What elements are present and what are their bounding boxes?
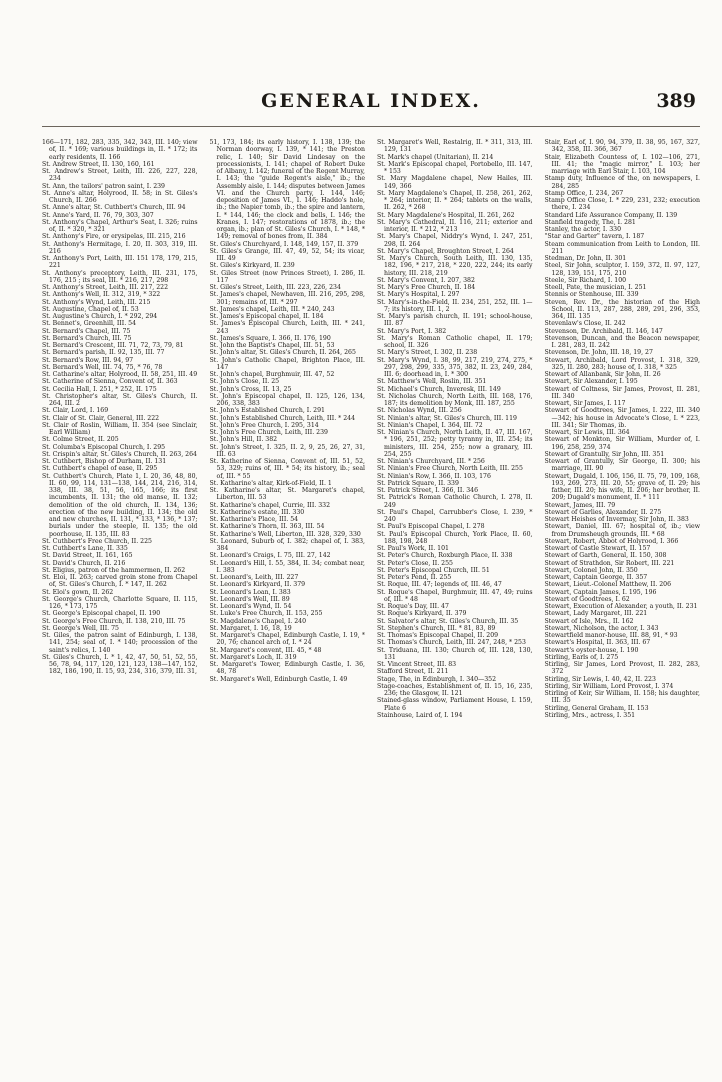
- index-entry: St. Cuthbert's Lane, II. 335: [42, 545, 128, 552]
- index-entry: Stewart of Grantully, Sir John, III. 351: [544, 450, 665, 458]
- index-entry: St. Ninian's Free Church, North Leith, III. 255: [377, 465, 523, 473]
- index-entry: Stewart of Isle, Mrs., II. 162: [544, 617, 634, 625]
- index-entry: St. George's Free Church, II. 138, 210, III. 75: [42, 617, 186, 625]
- index-entry: St. Giles's Churchyard, I. 148, 149, 157, II. 379: [209, 240, 359, 248]
- index-entry: St. Anthony's Chapel, Arthur's Seat, I. 326; ruins of, II. * 320, * 321: [42, 218, 198, 233]
- index-entry: St. Mary's Chapel, Niddry's Wynd, I. 247, 251, 298, II. 264: [377, 233, 533, 248]
- index-entry: St. Roque's Kirkyard, II. 379: [377, 610, 467, 618]
- index-entry: Stewart of Goodtrees, Sir James, I. 222, III. 340—342; his house in Advocate's Close, I. * 223, III. 341; Sir Thomas, ib.: [544, 407, 700, 429]
- index-entry: St. Patrick Street, I. 366, II. 346: [377, 487, 479, 494]
- index-entry: St. Katherine's estate, III. 330: [209, 508, 305, 516]
- index-entry: St. Catherine of Sienna, Convent of, II. 363: [42, 378, 178, 386]
- index-entry: St. Augustine's Church, I. * 292, 294: [42, 313, 158, 320]
- index-entry: St. Leonard's Craigs, I. 75, III. 27, 142: [209, 552, 331, 560]
- index-entry: St. Mary Magdalene's Hospital, II. 261, 262: [377, 211, 515, 219]
- index-entry: Stevenson, Duncan, and the Beacon newspaper, I. 281, 283, II. 242: [544, 334, 700, 349]
- index-entry: St. Peter's Church, Roxburgh Place, II. 338: [377, 552, 513, 560]
- index-entry: St. Cuthbert's chapel of ease, II. 295: [42, 465, 158, 473]
- index-entry: St. Margaret's Chapel, Edinburgh Castle, I. 19, * 20, 76; chancel arch of, I. * 24: [209, 632, 365, 647]
- index-entry: Stirling of Keir, Sir William, II. 158; his daughter, III. 35: [544, 690, 700, 705]
- index-entry: St. Cuthbert, Bishop of Durham, II. 131: [42, 458, 167, 465]
- index-entry: St. Mary's Convent, I. 207, 382: [377, 276, 475, 284]
- index-entry: St. James's Square, I. 366, II. 176, 190: [209, 334, 331, 342]
- index-entry: St. John's Free Church, Leith, III. 239: [209, 429, 328, 436]
- index-entry: St. Triduana, III. 130; Church of, III. 128, 130, 131: [377, 646, 533, 661]
- index-entry: St. Ninian's Chapel, I. 364, III. 72: [377, 421, 483, 429]
- index-entry: St. Ann, the tailors' patron saint, I. 239: [42, 182, 165, 190]
- index-entry: St. Mary's Roman Catholic chapel, II. 179; school, II. 326: [377, 334, 533, 349]
- index-entry: St. Clair of St. Clair, General, III. 222: [42, 414, 160, 422]
- index-entry: St. David's Church, II. 216: [42, 559, 126, 567]
- index-entry: Stewart, James, III. 79: [544, 501, 616, 509]
- index-entry: St. Christopher's altar, St. Giles's Church, II. 264, III. 2: [42, 392, 198, 407]
- index-entry: St. James's chapel, Leith, III. * 240, 243: [209, 305, 335, 313]
- index-entry: St. Leonard's, Leith, III. 227: [209, 574, 299, 581]
- index-entry: St. Salvator's altar, St. Giles's Church, III. 35: [377, 617, 519, 625]
- index-entry: St. Margaret's convent, III. 45, * 48: [209, 646, 322, 654]
- index-entry: St. Anthony's Fire, or erysipelas, III. 215, 216: [42, 233, 186, 241]
- index-entry: Stirling, Sir William, Lord Provost, I. 374: [544, 682, 674, 690]
- index-entry: Stage-coaches, Establishment of, II. 15, 16, 235, 236; the Glasgow, II. 121: [377, 682, 533, 697]
- index-entry: St. Paul's Episcopal Church, York Place, II. 60, 188, 198, 248: [377, 530, 533, 545]
- index-entry: Stewart, Daniel, III. 67; hospital of, ib.; view from Drumsheugh grounds, III. * 68: [544, 523, 700, 538]
- index-entry: Stewartfield manor-house, III. 88, 91, * 93: [544, 632, 678, 639]
- index-entry: St. Leonard's Well, III. 89: [209, 595, 290, 603]
- index-entry: St. George's Church, Charlotte Square, II. 115, 126, * 173, 175: [42, 595, 198, 610]
- index-entry: St. Cuthbert's Free Church, II. 225: [42, 537, 152, 545]
- index-entry: St. John's Catholic Chapel, Brighton Place, III. 147: [209, 356, 365, 371]
- index-entry: St. Bernard's Row, III. 94, 97: [42, 356, 134, 364]
- index-entry: St. Mary's Hospital, I. 297: [377, 291, 460, 299]
- index-column-1: [42, 139, 198, 959]
- index-entry: St. John's chapel, Burghmuir, III. 47, 52: [209, 371, 335, 378]
- index-entry: St. Bennet's, Greenhill, III. 54: [42, 320, 136, 328]
- index-entry: St. Eloi's gown, II. 262: [42, 588, 114, 596]
- index-entry: St. Thomas's Church, Leith, III. 247, 248, * 253: [377, 639, 526, 647]
- index-entry: Steel, Sir John, sculptor, I. 159, 372, II. 97, 127, 128, 139, 151, 175, 210: [544, 262, 700, 277]
- index-entry: Stirling, Sir James, Lord Provost, II. 282, 283, 372: [544, 661, 700, 676]
- index-entry: St. Giles, the patron saint of Edinburgh, I. 138, 141, 254; seal of, I. * 140; procession of the saint's relics, I. 140: [42, 632, 198, 654]
- index-entry: St. John's Cross, II. 13, 25: [209, 385, 292, 393]
- index-entry: Stewart, Sir Lewis, III. 364: [544, 429, 630, 436]
- index-entry: Stedman, Dr. John, II. 301: [544, 255, 627, 262]
- index-entry: Stewart of Coltness, Sir James, Provost, II. 281, III. 340: [544, 385, 700, 400]
- index-entry: St. Roque's Chapel, Burghmuir, III. 47, 49; ruins of, III. * 48: [377, 588, 533, 603]
- index-entry: St. Peter's Pend, II. 255: [377, 574, 452, 581]
- index-entry: St. Anne's altar, Holyrood, II. 58; in St. Giles's Church, II. 266: [42, 189, 198, 204]
- index-entry: St. Bernard's Chapel, III. 75: [42, 327, 131, 335]
- index-entry: St. Margaret's Loch, II. 319: [209, 653, 297, 661]
- index-entry: Stewart, Archibald, Lord Provost, I. 318, 329, 325, II. 280, 283; house of, I. 318, * 325: [544, 356, 700, 371]
- index-entry: St. John the Baptist's Chapel, III. 51, 53: [209, 342, 335, 349]
- index-entry: Steele, Sir Richard, I. 100: [544, 276, 627, 284]
- index-entry: Stewart, Dugald, I. 106, 156, II. 75, 79, 109, 168, 193, 269, 273, III. 20, 55; grave of, II. 29; his father, III. 20; his wife, II. 206; her brother, II. 209; Dugald's monument, II. * 111: [544, 472, 700, 502]
- index-entry: St. Katharine's Thorn, II. 363, III. 54: [209, 523, 325, 531]
- index-entry: St. Roque, III. 47; legends of, III. 46, 47: [377, 581, 502, 589]
- index-entry: Stewart of Castle Stewart, II. 157: [544, 545, 651, 552]
- index-entry: Steven, Rev. Dr., the historian of the High School, II. 113, 287, 288, 289, 291, 296, 353, 364, III. 135: [544, 298, 700, 320]
- index-entry: Stewart, Colonel John, II. 350: [544, 566, 638, 574]
- index-entry: St. Giles's Street, Leith, III. 223, 226, 234: [209, 284, 341, 291]
- index-entry: Stewart of Grantully, Sir George, II. 300; his marriage, III. 90: [544, 458, 700, 473]
- index-entry: Stewart, Lady Margaret, III. 221: [544, 610, 648, 618]
- index-entry: St. Nicholas Wynd, III. 256: [377, 407, 462, 415]
- index-entry: St. Anthony's Wynd, Leith, III. 215: [42, 298, 151, 306]
- index-entry: St. Paul's Chapel, Carrubber's Close, I. 239, * 240: [377, 508, 533, 523]
- page-number: 389: [656, 90, 696, 112]
- index-entry: St. Margaret's Tower, Edinburgh Castle, I. 36, 48, 78: [209, 661, 365, 676]
- index-entry: Stewart, Robert, Abbot of Holyrood, I. 366: [544, 537, 679, 545]
- index-entry: St. Mary Magdalene chapel, New Hailes, III. 149, 366: [377, 175, 533, 190]
- index-entry: St. James's Episcopal Church, Leith, III. * 241, 243: [209, 320, 365, 335]
- index-entry: St. John's Established Church, I. 291: [209, 407, 325, 415]
- index-entry: St. Mary's Cathedral, II. 116, 211; exterior and interior, II. * 212, * 213: [377, 218, 533, 233]
- index-entry: St. Anthony's Hermitage, I. 20, II. 303, 319, III. 216: [42, 240, 198, 255]
- index-entry: St. Eloi, II. 263; carved groin stone from Chapel of, St. Giles's Church, I. * 147, II. 262: [42, 574, 198, 589]
- index-entry: St. Mark's Episcopal chapel, Portobello, III. 147, * 153: [377, 160, 533, 175]
- index-entry: Stanfield tragedy, The, I. 281: [544, 218, 636, 226]
- index-entry: St. Giles's Kirkyard, II. 239: [209, 262, 295, 270]
- index-entry: Stamp Office Close, I. * 229, 231, 232; execution there, I. 234: [544, 197, 700, 212]
- index-entry: Stennis or Stenhouse, III. 339: [544, 291, 639, 299]
- index-entry: St. Katharine's altar, St. Margaret's chapel, Liberton, III. 53: [209, 487, 365, 502]
- index-entry: St. Leonard, Suburb of, I. 382; chapel of, I. 383, 384: [209, 537, 365, 552]
- index-entry: St. Anne's Yard, II. 76, 79, 303, 307: [42, 211, 154, 219]
- index-entry: Stewart, Nicholson, the actor, I. 343: [544, 624, 659, 632]
- index-entry: St. Clair of Roslin, William, II. 354 (see Sinclair, Earl William): [42, 421, 198, 436]
- index-entry: St. Michael's Church, Inveresk, III. 149: [377, 385, 501, 393]
- index-entry: St. Giles's Church, I. * 1, 42, 47, 50, 51, 52, 55, 56, 78, 94, 117, 120, 121, 123, 138—147, 152, 182, 186, 190, II. 15, 93, 234, 316, 379, III. 31,: [42, 653, 198, 676]
- index-entry: St. Ninian's Church, North Leith, II. 47, III. 167, * 196, 251, 252; petty tyranny in, III. 254; its ministers, III. 254, 255; now a granary, III. 254, 255: [377, 429, 533, 458]
- index-entry: St. Leonard's Kirkyard, II. 379: [209, 581, 306, 589]
- index-entry: St. David Street, II. 161, 165: [42, 552, 133, 560]
- index-entry: St. Paul's Episcopal Chapel, I. 278: [377, 523, 485, 531]
- index-entry: St. John's altar, St. Giles's Church, II. 264, 265: [209, 349, 356, 357]
- index-entry: St. Anne's altar, St. Cuthbert's Church, III. 94: [42, 204, 186, 212]
- index-entry: St. George's Episcopal chapel, II. 190: [42, 610, 161, 618]
- index-entry: Stevenson, Dr. John, III. 18, 19, 27: [544, 349, 653, 357]
- index-entry: Stirling, General Graham, II. 153: [544, 704, 649, 712]
- index-entry: Stewart, Sir James, I. 117: [544, 400, 626, 407]
- index-entry: St. Mary's-in-the-Field, II. 234, 251, 252, III. 1—7; its history, III. 1, 2: [377, 298, 533, 313]
- index-entry: St. Ninian's Row, I. 366, II. 103, 176: [377, 472, 491, 480]
- index-column-3: [377, 139, 533, 959]
- index-entry: Stamp Office, I. 234, 267: [544, 189, 624, 197]
- index-entry: St. Katherine of Sienna, Convent of, III. 51, 52, 53, 329; ruins of, III. * 54; its history, ib.; seal of, III. * 55: [209, 458, 365, 480]
- index-entry: "Star and Garter" tavern, I. 187: [544, 233, 645, 241]
- index-entry: St. Anthony's preceptory, Leith, III. 231, 175, 176, 215 ; its seal, III. * 216, 217, 298: [42, 269, 198, 284]
- index-entry: Steell, Pate, the musician, I. 251: [544, 284, 647, 291]
- index-entry: Stevenson, Dr. Archibald, II. 146, 147: [544, 327, 663, 335]
- index-entry: St. Vincent Street, III. 83: [377, 661, 457, 668]
- index-entry: St. Katharine's chapel, Currie, III. 332: [209, 501, 331, 509]
- index-column-2: [210, 139, 366, 959]
- index-entry: St. John's Episcopal chapel, II. 125, 126, 134, 206, 338, 383: [209, 392, 365, 407]
- index-entry: St. Leonard's Wynd, II. 54: [209, 603, 292, 610]
- index-entry: Steam communication from Leith to London, III. 211: [544, 240, 700, 255]
- index-entry: St. Peter's Close, II. 255: [377, 559, 453, 567]
- index-entry: St. Matthew's Well, Roslin, III. 351: [377, 378, 487, 386]
- index-entry: St. Katharine's Well, Liberton, III. 328, 329, 330: [209, 530, 361, 538]
- index-entry: Stevenlaw's Close, II. 242: [544, 320, 626, 328]
- index-entry: St. Bernard's parish, II. 92, 135, III. 77: [42, 349, 165, 357]
- index-entry: St. Catharine's altar, Holyrood, II. 58, 251, III. 49: [42, 371, 198, 378]
- index-entry: Stewart's Hospital, II. 363, III. 67: [544, 639, 651, 647]
- index-entry: St. Katharine's altar, Kirk-of-Field, II. 1: [209, 479, 332, 487]
- index-entry: St. Anthony's Well, II. 312, 319, * 322: [42, 291, 161, 299]
- index-entry: Stewart Heishes of Invermay, Sir John, II. 383: [544, 516, 689, 523]
- index-entry: St. Andrew's Street, Leith, III. 226, 227, 228, 234: [42, 168, 198, 183]
- index-entry: St. Bernard's Well, III. 74, 75, * 76, 78: [42, 363, 163, 371]
- index-entry: Stirling, Earls of, I. 275: [544, 653, 619, 661]
- index-entry: St. Margaret's Well, Edinburgh Castle, I. 49: [209, 675, 348, 683]
- index-entry: 166—171, 182, 283, 335, 342, 343, III. 140; view of, II. * 169; various buildings in, II. * 172; its early residents, II. 166: [42, 139, 198, 161]
- index-entry: St. Roque's Day, III. 47: [377, 603, 449, 610]
- index-entry: St. Paul's Work, II. 101: [377, 545, 449, 552]
- index-entry: Stair, Elizabeth Countess of, I. 102—106, 271, III. 41; the "magic mirror," I. 103; her marriage with Earl Stair, I. 103, 104: [544, 153, 700, 175]
- index-entry: Standard Life Assurance Company, II. 139: [544, 211, 678, 219]
- index-entry: St. Margaret's Well, Restalrig, II. * 311, 313, III. 129, 131: [377, 139, 533, 154]
- index-entry: St. Anthony's Port, Leith, III. 151 178, 179, 215, 221: [42, 255, 198, 270]
- index-entry: St. Anthony's Street, Leith, III. 217, 222: [42, 284, 169, 291]
- index-entry: St. Augustine, Chapel of, II. 53: [42, 305, 139, 313]
- index-entry: Stewart, Execution of Alexander, a youth, II. 231: [544, 603, 698, 610]
- index-entry: 51, 173, 184; its early history, I. 138, 139; the Norman doorway, I. 139, * 141; the Preston relic, I. 140; Sir David Lindesay on the processionists, I. 141; chapel of Robert Duke of Albany, I. 142; funeral of the Regent Murray, I. 143; the "guide Regent's aisle," ib.; the Assembly aisle, I. 144; disputes between James VI. and the Church party, I. 144, 146; deposition of James VI., I. 146; Haddo's hole, ib.; the Napier tomb, ib.; the spire and lantern, I. * 144, 146; the clock and bells, I. 146; the Kranes, I. 147; restorations of 1878, ib.; the organ, ib.; plan of St. Giles's Church, I. * 148, * 149; removal of bones from, II. 384: [209, 139, 365, 241]
- index-entry: St. George's Well, III. 75: [42, 624, 119, 632]
- index-entry: Stewart, Captain George, II. 357: [544, 574, 648, 581]
- index-entry: St. Ninian's altar, St. Giles's Church, III. 119: [377, 414, 517, 422]
- index-entry: Stair, Earl of, I. 90, 94, 379, II. 38, 95, 167, 327, 342, 358, III. 366, 367: [544, 139, 700, 154]
- index-entry: Stewart's oyster-house, I. 190: [544, 646, 639, 654]
- page-header: [42, 82, 700, 127]
- index-entry: St. Eligius, patron of the hammermen, II. 262: [42, 566, 186, 574]
- index-entry: St. Mary's Port, I. 382: [377, 327, 447, 335]
- index-entry: Stewart, Lieut.-Colonel Matthew, II. 206: [544, 581, 672, 589]
- index-entry: St. Bernard's Crescent, III. 71, 72, 73, 79, 81: [42, 342, 184, 349]
- index-entry: Stage, The, in Edinburgh, I. 340—352: [377, 675, 497, 683]
- index-entry: St. Mary's Street, I. 302, II. 238: [377, 349, 478, 357]
- index-entry: Stewart, Sir Alexander, I. 195: [544, 378, 638, 386]
- index-entry: St. Cuthbert's Church, Plate 1, I. 20, 36, 48, 80, II. 60, 99, 114, 131—138, 144, 214, 216, 314, 338, III. 38, 51, 56, 165, 166; its first incumbents, II. 131; the old manse, II. 132; demolition of the old church, II. 134, 136; erection of the new building, II. 134; the old and new churches, II. 131, * 133, * 136, * 137; burials under the steeple, II. 135; the old poorhouse, II. 135, III. 83: [42, 472, 198, 538]
- index-entry: Stirling, Mrs., actress, I. 351: [544, 711, 636, 719]
- index-entry: St. John's Established Church, Leith, III. * 244: [209, 414, 356, 422]
- index-entry: St. Nicholas Church, North Leith, III. 168, 176, 187; its demolition by Monk, III. 187, 255: [377, 392, 533, 407]
- index-entry: St. Columba's Episcopal Church, I. 295: [42, 443, 166, 451]
- index-entry: St. James's Episcopal chapel, II. 184: [209, 313, 324, 320]
- index-entry: St. John's Hill, II. 382: [209, 436, 278, 444]
- page-title: GENERAL INDEX.: [261, 90, 481, 112]
- index-entry: Stewart of Garlies, Alexander, II. 275: [544, 508, 662, 516]
- index-entry: St. John's Street, I. 325, II. 2, 9, 25, 26, 27, 31, III. 63: [209, 443, 365, 458]
- index-entry: St. Mary's Free Church, II. 184: [377, 284, 476, 291]
- index-entry: Stafford Street, II. 211: [377, 668, 449, 676]
- index-entry: St. Peter's Episcopal Church, III. 51: [377, 566, 490, 574]
- index-entry: St. Leonard's Loan, I. 383: [209, 588, 291, 596]
- index-entry: St. Margaret, I. 16, 18, 19: [209, 624, 292, 632]
- index-entry: St. John's Close, II. 25: [209, 378, 280, 386]
- index-entry: St. Mary's parish church, II. 191; school-house, III. 87: [377, 313, 533, 328]
- index-entry: St. Stephen's Church, III. * 81, 83, 89: [377, 624, 496, 632]
- index-entry: St. Giles's Grange, III. 47, 49, 52, 54; its vicar, III. 49: [209, 247, 365, 262]
- index-entry: St. Mary Magdalene's Chapel, II. 258, 261, 262, * 264; interior, II. * 264; tablets on the walls, II. 262, * 268: [377, 189, 533, 212]
- index-entry: St. Patrick's Roman Catholic Church, I. 278, II. 249: [377, 494, 533, 509]
- index-columns: [42, 139, 700, 959]
- index-entry: Stamp duty, Influence of the, on newspapers, I. 284, 285: [544, 175, 700, 190]
- index-entry: St. Clair, Lord, I. 169: [42, 407, 109, 415]
- index-entry: Stewart of Garth, General, II. 150, 308: [544, 552, 667, 560]
- index-entry: St. Mary's Wynd, I. 38, 99, 217, 219, 274, 275, * 297, 298, 299, 335, 375, 382, II. 23, 249, 284, III. 6; doorhead in, I. * 300: [377, 356, 533, 378]
- index-entry: St. Patrick Square, II. 339: [377, 479, 459, 487]
- index-entry: St. Katharine's Place, III. 54: [209, 516, 299, 523]
- index-entry: St. Andrew Street, II. 130, 160, 161: [42, 160, 155, 168]
- index-entry: St. Crispin's altar, St. Giles's Church, II. 263, 264: [42, 450, 197, 458]
- index-entry: St. Bernard's Church, III. 75: [42, 334, 132, 342]
- index-entry: St. James's chapel, Newhaven, III. 216, 295, 298, 301; remains of, III. * 297: [209, 291, 365, 306]
- index-entry: St. Magdalene's Chapel, I. 240: [209, 617, 307, 625]
- index-entry: Stewart of Allanbank, Sir John, II. 26: [544, 371, 661, 378]
- index-column-4: [545, 139, 701, 959]
- index-entry: St. Mary's Church, South Leith, III. 130, 135, 182, 196, * 217, 218, * 220, 222, 244; its early history, III. 218, 219: [377, 255, 533, 277]
- index-entry: Stewart of Goodtrees, I. 62: [544, 595, 630, 603]
- index-entry: Stewart, Captain James, I. 195, 196: [544, 588, 657, 596]
- index-entry: St. Leonard's Hill, I. 55, 384, II. 34; combat near, I. 383: [209, 559, 365, 574]
- index-entry: Stewart of Strathdon, Sir Robert, III. 221: [544, 559, 675, 567]
- index-entry: St. Mark's chapel (Unitarian), II. 214: [377, 153, 494, 161]
- index-entry: Stained-glass window, Parliament House, I. 159, Plate 6: [377, 697, 533, 712]
- index-entry: Stanley, the actor, I. 330: [544, 226, 622, 233]
- index-entry: St. Giles Street (now Princes Street), I. 286, II. 117: [209, 269, 365, 284]
- index-entry: Stirling, Sir Lewis, I. 40, 42, II. 223: [544, 675, 656, 683]
- index-entry: St. Ninian's Churchyard, III. * 256: [377, 458, 485, 465]
- index-entry: St. Cecilia Hall, I. 251, * 252, II. 175: [42, 385, 157, 393]
- index-entry: St. Mary's Chapel, Broughton Street, I. 264: [377, 247, 514, 255]
- index-entry: Stainhouse, Laird of, I. 194: [377, 711, 463, 719]
- index-entry: St. Colme Street, II. 205: [42, 436, 119, 444]
- index-entry: Stewart of Monkton, Sir William, Murder of, I. 196, 258, 259, 374: [544, 436, 700, 451]
- index-entry: St. Luke's Free Church, II. 153, 255: [209, 610, 323, 618]
- index-entry: St. Thomas's Episcopal Chapel, II. 209: [377, 632, 499, 639]
- index-page: [0, 82, 722, 1082]
- index-entry: St. John's Free Church, I. 295, 314: [209, 421, 319, 429]
